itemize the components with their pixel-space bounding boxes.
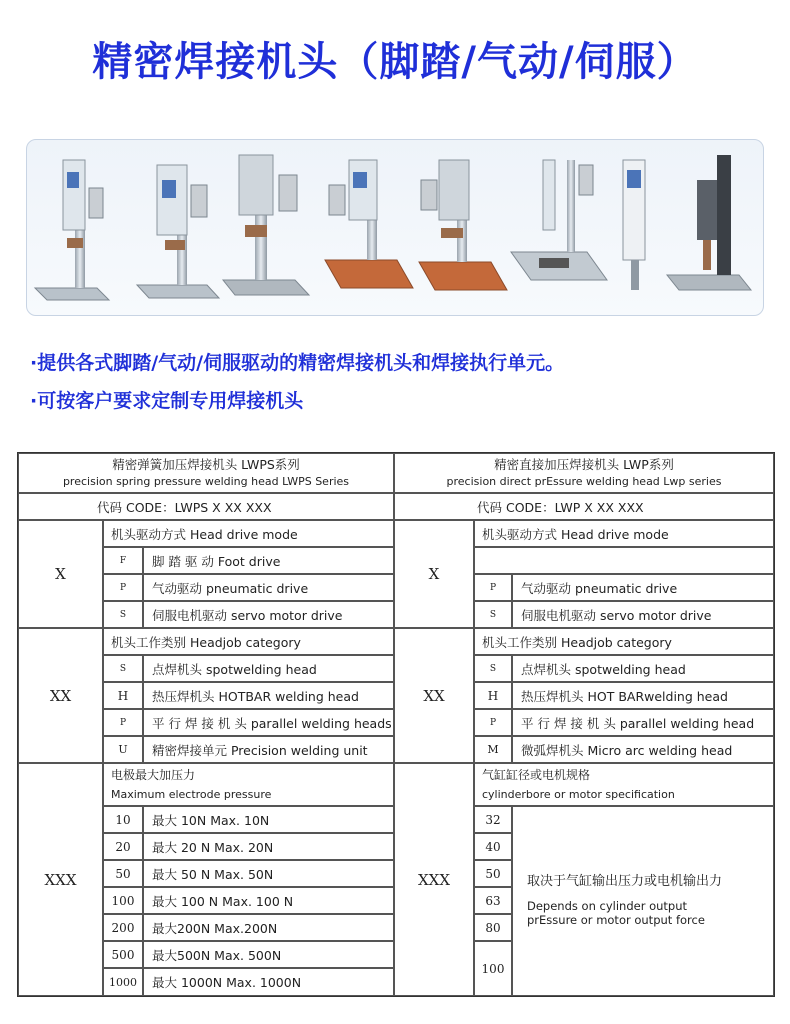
desc-cell: 热压焊机头 HOT BARwelding head	[512, 682, 774, 709]
desc-cell: 最大200N Max.200N	[143, 914, 394, 941]
code-cell: 80	[474, 914, 512, 941]
feature-item: ·可按客户要求定制专用焊接机头	[30, 390, 304, 412]
code-cell: 500	[103, 941, 143, 968]
page-title: 精密焊接机头（脚踏/气动/伺服）	[92, 39, 698, 85]
lwp-category-title: 机头工作类别 Headjob category	[474, 628, 774, 655]
desc-cell: 最大 1000N Max. 1000N	[143, 968, 394, 996]
code-cell: 40	[474, 833, 512, 860]
machine-8-icon	[667, 155, 751, 290]
lwp-xx-label: XX	[394, 628, 474, 763]
lwp-drive-title: 机头驱动方式 Head drive mode	[474, 520, 774, 547]
desc-cell: 伺服电机驱动 servo motor drive	[512, 601, 774, 628]
code-cell: P	[474, 574, 512, 601]
product-photo-panel	[26, 139, 764, 316]
machine-5-icon	[419, 160, 507, 290]
machine-6-icon	[511, 160, 607, 280]
desc-cell: 最大 50 N Max. 50N	[143, 860, 394, 887]
code-cell: 50	[103, 860, 143, 887]
desc-cell: 伺服电机驱动 servo motor drive	[143, 601, 394, 628]
code-cell: P	[474, 709, 512, 736]
code-cell: 32	[474, 806, 512, 833]
lwps-drive-title: 机头驱动方式 Head drive mode	[103, 520, 394, 547]
lwp-force-note: 取决于气缸输出压力或电机输出力 Depends on cylinder output prEssure or motor output force	[512, 806, 774, 996]
feature-item: ·提供各式脚踏/气动/伺服驱动的精密焊接机头和焊接执行单元。	[30, 352, 565, 374]
code-cell: H	[474, 682, 512, 709]
code-cell: S	[474, 601, 512, 628]
feature-list	[30, 348, 564, 424]
code-cell: F	[103, 547, 143, 574]
desc-cell: 点焊机头 spotwelding head	[143, 655, 394, 682]
desc-cell: 脚 踏 驱 动 Foot drive	[143, 547, 394, 574]
desc-cell: 点焊机头 spotwelding head	[512, 655, 774, 682]
machine-3-icon	[223, 155, 309, 295]
machine-2-icon	[137, 165, 219, 298]
code-cell: 20	[103, 833, 143, 860]
desc-cell: 平 行 焊 接 机 头 parallel welding head	[512, 709, 774, 736]
desc-cell: 平 行 焊 接 机 头 parallel welding heads	[143, 709, 394, 736]
spec-table	[17, 452, 775, 997]
machine-4-icon	[325, 160, 413, 288]
lwps-xx-label: XX	[18, 628, 103, 763]
lwp-code-row: 代码 CODE：LWP X XX XXX	[394, 493, 774, 520]
code-cell: 200	[103, 914, 143, 941]
welding-heads-illustration	[27, 140, 763, 315]
desc-cell: 微弧焊机头 Micro arc welding head	[512, 736, 774, 763]
desc-cell: 最大 20 N Max. 20N	[143, 833, 394, 860]
code-cell: S	[103, 601, 143, 628]
desc-cell: 最大500N Max. 500N	[143, 941, 394, 968]
desc-cell: 最大 100 N Max. 100 N	[143, 887, 394, 914]
code-cell: 1000	[103, 968, 143, 996]
code-cell: P	[103, 574, 143, 601]
code-cell: 50	[474, 860, 512, 887]
lwps-x-label: X	[18, 520, 103, 628]
lwp-xxx-label: XXX	[394, 763, 474, 996]
lwps-force-title: 电极最大加压力 Maximum electrode pressure	[103, 763, 394, 806]
lwp-header: 精密直接加压焊接机头 LWP系列 precision direct prEssure welding head Lwp series	[394, 453, 774, 493]
lwps-code-row: 代码 CODE：LWPS X XX XXX	[18, 493, 394, 520]
machine-1-icon	[35, 160, 109, 300]
desc-cell: 最大 10N Max. 10N	[143, 806, 394, 833]
code-cell: 100	[103, 887, 143, 914]
code-cell: 63	[474, 887, 512, 914]
code-cell: P	[103, 709, 143, 736]
code-cell: 100	[474, 941, 512, 996]
lwps-category-title: 机头工作类别 Headjob category	[103, 628, 394, 655]
code-cell: 10	[103, 806, 143, 833]
desc-cell: 热压焊机头 HOTBAR welding head	[143, 682, 394, 709]
desc-cell: 精密焊接单元 Precision welding unit	[143, 736, 394, 763]
lwp-force-title: 气缸缸径或电机规格 cylinderbore or motor specification	[474, 763, 774, 806]
code-cell: S	[103, 655, 143, 682]
lwps-xxx-label: XXX	[18, 763, 103, 996]
lwp-x-label: X	[394, 520, 474, 628]
desc-cell: 气动驱动 pneumatic drive	[143, 574, 394, 601]
empty-row	[474, 547, 774, 574]
code-cell: M	[474, 736, 512, 763]
code-cell: H	[103, 682, 143, 709]
machine-7-icon	[623, 160, 645, 290]
code-cell: U	[103, 736, 143, 763]
desc-cell: 气动驱动 pneumatic drive	[512, 574, 774, 601]
code-cell: S	[474, 655, 512, 682]
lwps-header: 精密弹簧加压焊接机头 LWPS系列 precision spring pressure welding head LWPS Series	[18, 453, 394, 493]
